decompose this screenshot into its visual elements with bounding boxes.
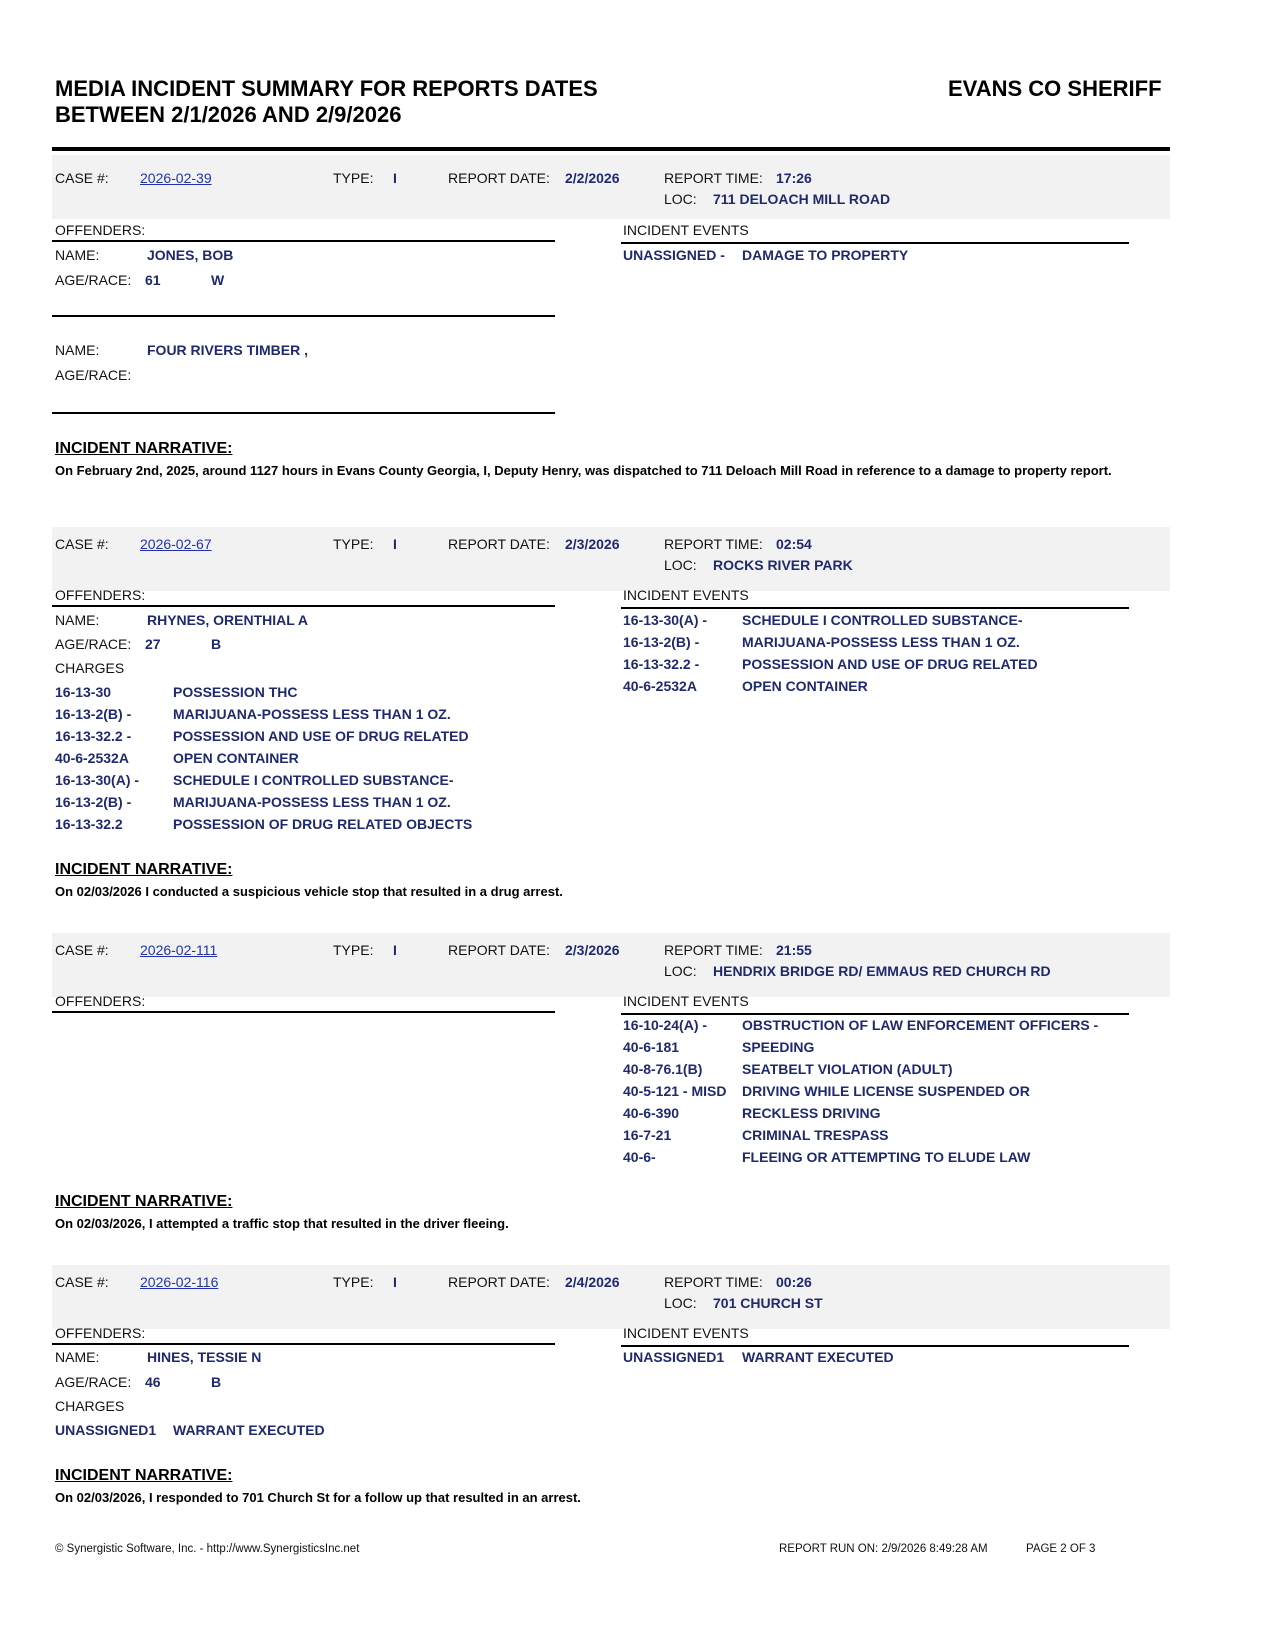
offenders-rule — [52, 1011, 555, 1013]
event-code: 40-6- — [623, 1149, 656, 1165]
event-code: 16-13-2(B) - — [623, 634, 700, 650]
charge-description: SCHEDULE I CONTROLLED SUBSTANCE- — [173, 772, 454, 788]
offender-separator — [52, 412, 555, 414]
charge-code: 16-13-32.2 - — [55, 728, 132, 744]
incident-events-rule — [621, 607, 1129, 609]
report-title-line2: BETWEEN 2/1/2026 AND 2/9/2026 — [55, 102, 402, 127]
event-code: 40-6-390 — [623, 1105, 680, 1121]
offender-age-race-label: AGE/RACE: — [55, 272, 132, 288]
charge-description: POSSESSION THC — [173, 684, 298, 700]
event-code: 16-13-32.2 - — [623, 656, 700, 672]
report-title-line1: MEDIA INCIDENT SUMMARY FOR REPORTS DATES — [55, 76, 598, 101]
report-time-value: 00:26 — [776, 1274, 812, 1290]
event-description: SEATBELT VIOLATION (ADULT) — [742, 1061, 953, 1077]
narrative-heading: INCIDENT NARRATIVE: — [55, 1193, 233, 1210]
offenders-rule — [52, 605, 555, 607]
event-code: 40-6-2532A — [623, 678, 697, 694]
charge-description: MARIJUANA-POSSESS LESS THAN 1 OZ. — [173, 794, 451, 810]
event-code: 16-13-30(A) - — [623, 612, 708, 628]
charges-heading: CHARGES — [55, 1398, 125, 1414]
event-description: DRIVING WHILE LICENSE SUSPENDED OR — [742, 1083, 1030, 1099]
type-label: TYPE: — [333, 536, 374, 552]
case-header-band — [52, 155, 1170, 219]
event-description: MARIJUANA-POSSESS LESS THAN 1 OZ. — [742, 634, 1020, 650]
type-value: I — [393, 536, 397, 552]
charge-description: MARIJUANA-POSSESS LESS THAN 1 OZ. — [173, 706, 451, 722]
event-description: OPEN CONTAINER — [742, 678, 868, 694]
charge-description: POSSESSION AND USE OF DRUG RELATED — [173, 728, 469, 744]
offender-name-label: NAME: — [55, 1349, 100, 1365]
event-code: 40-5-121 - MISD — [623, 1083, 727, 1099]
narrative-text: On 02/03/2026 I conducted a suspicious vehicle stop that resulted in a drug arrest. — [55, 884, 563, 899]
offenders-heading: OFFENDERS: — [55, 993, 146, 1009]
type-value: I — [393, 942, 397, 958]
event-code: UNASSIGNED - — [623, 247, 725, 263]
charge-code: 16-13-30 — [55, 684, 112, 700]
narrative-heading: INCIDENT NARRATIVE: — [55, 1467, 233, 1484]
type-label: TYPE: — [333, 1274, 374, 1290]
offender-name: JONES, BOB — [147, 247, 234, 263]
location-label: LOC: — [664, 191, 697, 207]
case-number-link[interactable]: 2026-02-111 — [140, 942, 218, 958]
report-date-value: 2/2/2026 — [565, 170, 620, 186]
offender-race: B — [211, 1374, 222, 1390]
event-description: WARRANT EXECUTED — [742, 1349, 894, 1365]
offender-age: 61 — [145, 272, 161, 288]
offender-age: 46 — [145, 1374, 161, 1390]
report-date-label: REPORT DATE: — [448, 1274, 550, 1290]
location-label: LOC: — [664, 1295, 697, 1311]
offenders-rule — [52, 240, 555, 242]
charge-code: UNASSIGNED1 — [55, 1422, 157, 1438]
charge-description: WARRANT EXECUTED — [173, 1422, 325, 1438]
footer-report-run: REPORT RUN ON: 2/9/2026 8:49:28 AM — [779, 1543, 988, 1555]
incident-events-rule — [621, 1345, 1129, 1347]
offender-name-label: NAME: — [55, 612, 100, 628]
offender-age: 27 — [145, 636, 161, 652]
offender-name-label: NAME: — [55, 342, 100, 358]
location-value: ROCKS RIVER PARK — [713, 557, 853, 573]
header-divider — [52, 147, 1170, 151]
report-date-label: REPORT DATE: — [448, 536, 550, 552]
narrative-heading: INCIDENT NARRATIVE: — [55, 440, 233, 457]
charge-code: 40-6-2532A — [55, 750, 129, 766]
incident-events-rule — [621, 1013, 1129, 1015]
offenders-rule — [52, 1343, 555, 1345]
offender-name-label: NAME: — [55, 247, 100, 263]
report-date-label: REPORT DATE: — [448, 942, 550, 958]
offender-name: HINES, TESSIE N — [147, 1349, 262, 1365]
charges-heading: CHARGES — [55, 660, 125, 676]
event-code: 16-7-21 — [623, 1127, 672, 1143]
case-number-link[interactable]: 2026-02-67 — [140, 536, 212, 552]
report-time-label: REPORT TIME: — [664, 942, 763, 958]
case-number-label: CASE #: — [55, 170, 109, 186]
case-number-link[interactable]: 2026-02-39 — [140, 170, 212, 186]
case-number-link[interactable]: 2026-02-116 — [140, 1274, 219, 1290]
narrative-text: On 02/03/2026, I responded to 701 Church St for a follow up that resulted in an arrest. — [55, 1490, 581, 1505]
report-date-value: 2/4/2026 — [565, 1274, 620, 1290]
narrative-heading: INCIDENT NARRATIVE: — [55, 861, 233, 878]
event-code: 40-6-181 — [623, 1039, 680, 1055]
offender-race: W — [211, 272, 225, 288]
case-number-label: CASE #: — [55, 536, 109, 552]
report-time-label: REPORT TIME: — [664, 536, 763, 552]
report-time-value: 17:26 — [776, 170, 812, 186]
event-code: 16-10-24(A) - — [623, 1017, 708, 1033]
offender-race: B — [211, 636, 222, 652]
report-time-label: REPORT TIME: — [664, 170, 763, 186]
incident-events-heading: INCIDENT EVENTS — [623, 587, 749, 603]
event-code: UNASSIGNED1 — [623, 1349, 725, 1365]
footer-copyright: © Synergistic Software, Inc. - http://www.SynergisticsInc.net — [55, 1543, 360, 1555]
type-label: TYPE: — [333, 942, 374, 958]
charge-code: 16-13-32.2 — [55, 816, 123, 832]
report-date-label: REPORT DATE: — [448, 170, 550, 186]
incident-events-heading: INCIDENT EVENTS — [623, 1325, 749, 1341]
event-description: POSSESSION AND USE OF DRUG RELATED — [742, 656, 1038, 672]
location-value: 701 CHURCH ST — [713, 1295, 823, 1311]
offender-age-race-label: AGE/RACE: — [55, 636, 132, 652]
case-number-label: CASE #: — [55, 1274, 109, 1290]
charge-code: 16-13-2(B) - — [55, 706, 132, 722]
event-description: FLEEING OR ATTEMPTING TO ELUDE LAW — [742, 1149, 1031, 1165]
report-title — [55, 76, 598, 128]
report-time-label: REPORT TIME: — [664, 1274, 763, 1290]
offenders-heading: OFFENDERS: — [55, 587, 146, 603]
location-label: LOC: — [664, 963, 697, 979]
charge-description: POSSESSION OF DRUG RELATED OBJECTS — [173, 816, 473, 832]
type-label: TYPE: — [333, 170, 374, 186]
narrative-text: On February 2nd, 2025, around 1127 hours in Evans County Georgia, I, Deputy Henry, was dispatched to 711 Deloach Mill Road in reference to a damage to property report. — [55, 463, 1112, 478]
event-description: CRIMINAL TRESPASS — [742, 1127, 889, 1143]
location-label: LOC: — [664, 557, 697, 573]
offenders-heading: OFFENDERS: — [55, 222, 146, 238]
case-number-label: CASE #: — [55, 942, 109, 958]
location-value: HENDRIX BRIDGE RD/ EMMAUS RED CHURCH RD — [713, 963, 1051, 979]
event-code: 40-8-76.1(B) — [623, 1061, 703, 1077]
offender-name: RHYNES, ORENTHIAL A — [147, 612, 309, 628]
report-date-value: 2/3/2026 — [565, 536, 620, 552]
event-description: SPEEDING — [742, 1039, 815, 1055]
incident-events-heading: INCIDENT EVENTS — [623, 222, 749, 238]
agency-name: EVANS CO SHERIFF — [948, 76, 1162, 101]
event-description: RECKLESS DRIVING — [742, 1105, 881, 1121]
location-value: 711 DELOACH MILL ROAD — [713, 191, 891, 207]
offender-name: FOUR RIVERS TIMBER , — [147, 342, 309, 358]
type-value: I — [393, 1274, 397, 1290]
report-time-value: 02:54 — [776, 536, 812, 552]
incident-events-rule — [621, 242, 1129, 244]
offender-age-race-label: AGE/RACE: — [55, 1374, 132, 1390]
report-date-value: 2/3/2026 — [565, 942, 620, 958]
event-description: DAMAGE TO PROPERTY — [742, 247, 909, 263]
narrative-text: On 02/03/2026, I attempted a traffic stop that resulted in the driver fleeing. — [55, 1216, 509, 1231]
offender-age-race-label: AGE/RACE: — [55, 367, 132, 383]
event-description: OBSTRUCTION OF LAW ENFORCEMENT OFFICERS - — [742, 1017, 1099, 1033]
charge-code: 16-13-30(A) - — [55, 772, 140, 788]
event-description: SCHEDULE I CONTROLLED SUBSTANCE- — [742, 612, 1023, 628]
charge-code: 16-13-2(B) - — [55, 794, 132, 810]
footer-page-number: PAGE 2 OF 3 — [1026, 1543, 1096, 1555]
report-time-value: 21:55 — [776, 942, 812, 958]
charge-description: OPEN CONTAINER — [173, 750, 299, 766]
offenders-heading: OFFENDERS: — [55, 1325, 146, 1341]
offender-separator — [52, 315, 555, 317]
incident-events-heading: INCIDENT EVENTS — [623, 993, 749, 1009]
type-value: I — [393, 170, 397, 186]
